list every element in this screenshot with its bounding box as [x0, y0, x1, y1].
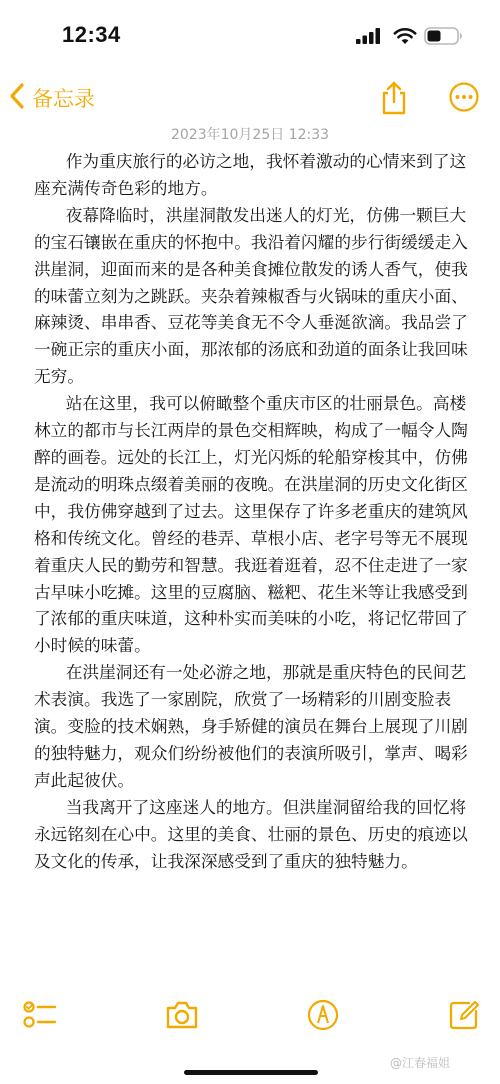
markup-pen-icon: [306, 998, 340, 1032]
back-button[interactable]: [8, 82, 95, 114]
back-label: 备忘录: [32, 87, 95, 111]
ellipsis-icon: [448, 81, 480, 113]
note-body[interactable]: [34, 148, 468, 874]
nav-bar: [0, 72, 500, 124]
watermark: @江春福姐: [390, 1056, 451, 1070]
camera-icon: [164, 998, 200, 1032]
chevron-left-icon: [8, 82, 26, 114]
wifi-icon: [393, 27, 417, 49]
note-paragraph: 站在这里，我可以俯瞰整个重庆市区的壮丽景色。高楼林立的都市与长江两岸的景色交相辉映，构成了一幅令人陶醉的画卷。远处的长江上，灯光闪烁的轮船穿梭其中，仿佛是流动的明珠点缀着美丽的夜晚。在洪崖洞的历史文化街区中，我仿佛穿越到了过去。这里保存了许多老重庆的建筑风格和传统文化。曾经的巷弄、草根小店、老字号等无不展现着重庆人民的勤劳和智慧。我逛着逛着，忍不住走进了一家古早味小吃摊。这里的豆腐脑、糍粑、花生米等让我感受到了浓郁的重庆味道，这种朴实而美味的小吃，将记忆带回了小时候的味蕾。: [34, 393, 468, 656]
note-paragraph: 夜幕降临时，洪崖洞散发出迷人的灯光，仿佛一颗巨大的宝石镶嵌在重庆的怀抱中。我沿着闪耀的步行街缓缓走入洪崖洞，迎面而来的是各种美食摊位散发的诱人香气，使我的味蕾立刻为之跳跃。夹杂着辣椒香与火锅味的重庆小面、麻辣烫、串串香、豆花等美食无不令人垂涎欲滴。我品尝了一碗正宗的重庆小面，那浓郁的汤底和劲道的面条让我回味无穷。: [34, 204, 468, 387]
battery-icon: [424, 27, 464, 49]
more-button[interactable]: [448, 81, 480, 117]
markup-button[interactable]: [306, 998, 340, 1036]
note-paragraph: 作为重庆旅行的必访之地，我怀着激动的心情来到了这座充满传奇色彩的地方。: [34, 151, 467, 198]
note-paragraph: 当我离开了这座迷人的地方。但洪崖洞留给我的回忆将永远铭刻在心中。这里的美食、壮丽的景色、历史的痕迹以及文化的传承，让我深深感受到了重庆的独特魅力。: [34, 796, 468, 871]
bottom-toolbar: [0, 992, 500, 1036]
share-button[interactable]: [378, 80, 410, 120]
compose-button[interactable]: [447, 998, 481, 1036]
checklist-icon: [22, 998, 58, 1032]
status-time: 12:34: [62, 22, 121, 47]
checklist-button[interactable]: [22, 998, 58, 1036]
signal-icon: [356, 28, 382, 48]
home-indicator[interactable]: [184, 1070, 318, 1075]
share-icon: [378, 80, 410, 116]
note-date: 2023年10月25日 12:33: [170, 127, 330, 143]
note-paragraph: 在洪崖洞还有一处必游之地，那就是重庆特色的民间艺术表演。我选了一家剧院，欣赏了一场精彩的川剧变脸表演。变脸的技术娴熟，身手矫健的演员在舞台上展现了川剧的独特魅力，观众们纷纷被他们的表演所吸引，掌声、喝彩声此起彼伏。: [34, 662, 468, 790]
compose-icon: [447, 998, 481, 1032]
camera-button[interactable]: [164, 998, 200, 1036]
status-bar: [0, 0, 500, 72]
